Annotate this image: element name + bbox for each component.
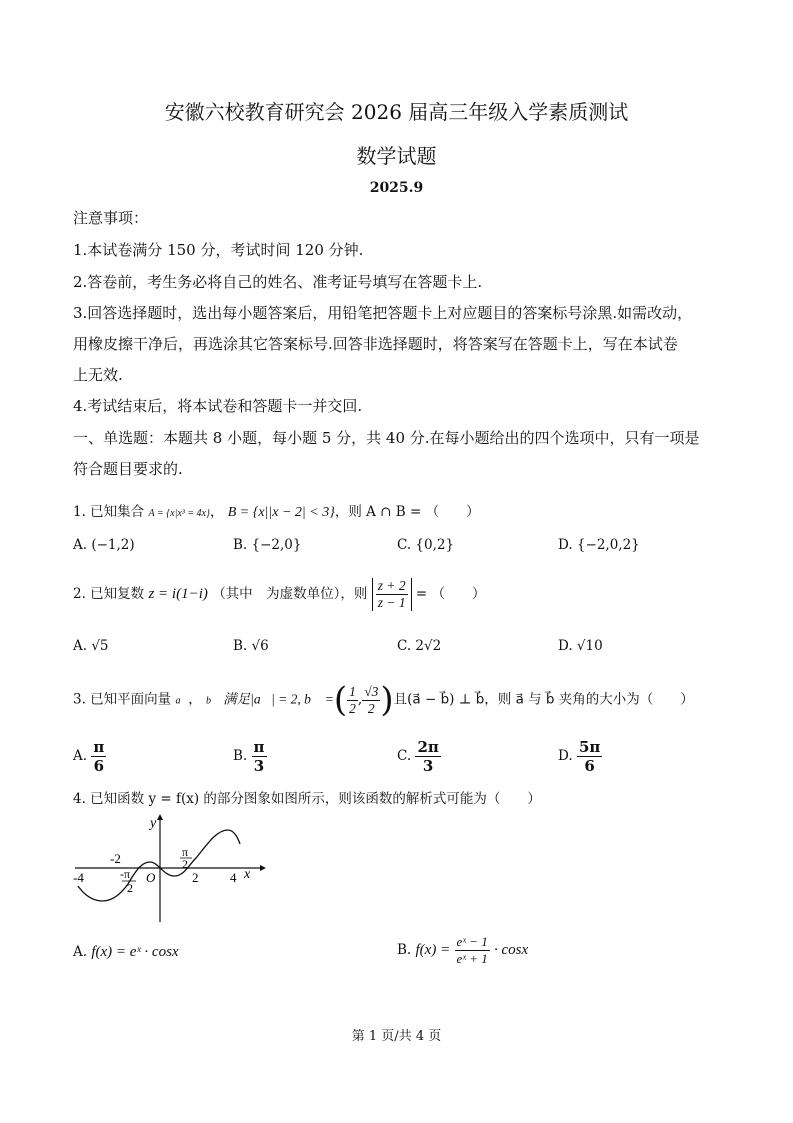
q3-frac2-num: √3 — [364, 683, 379, 699]
q2-suffix: = （ ） — [415, 586, 486, 602]
q3-cond2: 且(a⃗ − b⃗) ⊥ b⃗，则 a⃗ 与 b⃗ 夹角的大小为（ ） — [393, 691, 694, 708]
graph-tick-neg2: -2 — [110, 851, 121, 866]
notice-item-4: 4.考试结束后，将本试卷和答题卡一并交回. — [73, 397, 363, 415]
q3-option-b — [233, 738, 267, 775]
q4-option-b-den: eˣ + 1 — [456, 951, 488, 966]
q3-option-a-den: 6 — [91, 756, 106, 775]
q2-option-c: C. 2√2 — [397, 638, 442, 654]
q3-option-d — [558, 738, 602, 775]
q2-option-b: B. √6 — [233, 638, 269, 654]
q3-option-d-num: 5π — [578, 738, 601, 756]
q3-option-b-label: B. — [233, 748, 248, 764]
notice-item-3-line-2: 用橡皮擦干净后，再选涂其它答案标号.回答非选择题时，将答案写在答题卡上，写在本试卷 — [73, 335, 678, 353]
function-graph — [70, 812, 270, 924]
q2-option-d: D. √10 — [558, 638, 603, 654]
notice-item-3-line-3: 上无效. — [73, 366, 123, 384]
q3-option-a-label: A. — [73, 748, 88, 764]
q3-prefix: 3. 已知平面向量 — [73, 691, 172, 708]
graph-tick-neg-pi-half-num: -π — [120, 867, 131, 881]
q1-option-b: B. {−2,0} — [233, 537, 302, 553]
graph-tick-4: 4 — [230, 870, 237, 885]
q1-option-d: D. {−2,0,2} — [558, 537, 640, 553]
q3-cond1: 满足|a⃗| = 2, b⃗ = — [223, 691, 334, 707]
q3-option-d-label: D. — [558, 748, 573, 764]
q3-option-c-label: C. — [397, 748, 412, 764]
q2-abs-fraction — [372, 578, 412, 611]
q3-vec-b: b⃗ — [206, 695, 219, 707]
question-3-stem: 3. 已知平面向量 a⃗， b⃗ 满足|a⃗| = 2, b⃗ =( $\frac{1}{2}$ , $\frac{√3}{2}$ )且(a⃗ − b⃗) ⊥ b⃗，则 a⃗ 与 b⃗ 夹角的大小为（ ） — [73, 680, 694, 720]
q1-sep: ， — [209, 504, 224, 520]
question-1-stem — [73, 500, 480, 521]
q3-left-paren: ( — [333, 680, 348, 720]
q3-frac1-num: 1 — [349, 683, 356, 699]
q4-option-b — [397, 934, 528, 967]
graph-x-arrow-icon — [260, 865, 266, 871]
q4-option-a-label: A. — [73, 944, 88, 960]
q1-option-a: A. (−1,2) — [73, 537, 135, 553]
page-footer: 第 1 页/共 4 页 — [351, 1029, 442, 1044]
q3-option-c — [397, 738, 441, 775]
graph-y-label: y — [150, 816, 157, 831]
q4-option-b-label: B. — [397, 942, 412, 958]
notice-item-3-line-1: 3.回答选择题时，选出每小题答案后，用铅笔把答题卡上对应题目的答案标号涂黑.如需改动， — [73, 304, 693, 322]
q3-comma: ， — [188, 691, 202, 708]
q2-frac-num: z + 2 — [377, 578, 406, 593]
q2-prefix: 2. 已知复数 — [73, 586, 145, 602]
page-subtitle: 数学试题 — [356, 144, 437, 168]
q3-option-a — [73, 738, 106, 775]
q4-option-b-num: eˣ − 1 — [456, 934, 488, 949]
q3-right-paren: ) — [380, 680, 394, 720]
question-4-stem: 4. 已知函数 y = f(x) 的部分图象如图所示，则该函数的解析式可能为（ ） — [73, 791, 541, 807]
page-title: 安徽六校教育研究会 2026 届高三年级入学素质测试 — [164, 100, 629, 124]
q4-option-a — [73, 944, 179, 961]
exam-date: 2025.9 — [369, 180, 424, 196]
q3-option-a-num: π — [93, 738, 105, 756]
q1-set-a: A = {x|x³ = 4x} — [148, 508, 210, 519]
notice-heading: 注意事项： — [73, 209, 149, 227]
graph-tick-pi-half-num: π — [182, 845, 189, 859]
q3-option-b-den: 3 — [252, 756, 267, 775]
notice-item-1: 1.本试卷满分 150 分，考试时间 120 分钟. — [73, 241, 364, 259]
graph-tick-neg4: -4 — [73, 870, 84, 885]
graph-y-arrow-icon — [157, 814, 163, 820]
q3-frac2-den: 2 — [367, 700, 375, 716]
section-heading-line-2: 符合题目要求的. — [73, 460, 183, 478]
graph-origin-label: O — [146, 870, 156, 885]
graph-tick-2: 2 — [192, 870, 199, 885]
q1-set-b: B = {x||x − 2| < 3} — [227, 505, 335, 520]
q2-option-a: A. √5 — [73, 638, 109, 654]
q2-z: z = i(1−i) — [148, 586, 208, 602]
q3-option-b-num: π — [253, 738, 265, 756]
question-2-stem — [73, 578, 486, 611]
q4-option-b-lhs: f(x) = — [415, 942, 451, 958]
q2-mid: （其中 为虚数单位），则 — [212, 586, 368, 602]
graph-tick-neg-pi-half-den: 2 — [127, 881, 133, 895]
notice-item-2: 2.答卷前，考生务必将自己的姓名、准考证号填写在答题卡上. — [73, 273, 483, 291]
q1-suffix: ，则 A ∩ B = （ ） — [334, 504, 480, 520]
q3-option-c-num: 2π — [417, 738, 439, 756]
q4-option-b-rhs: · cosx — [494, 942, 529, 958]
graph-tick-pi-half-den: 2 — [182, 857, 188, 871]
q1-prefix: 1. 已知集合 — [73, 504, 145, 520]
q1-option-c: C. {0,2} — [397, 537, 455, 553]
q3-vec-a: a⃗ — [175, 695, 189, 707]
q4-option-a-expr: f(x) = eˣ · cosx — [91, 944, 179, 960]
q3-option-c-den: 3 — [415, 756, 440, 775]
section-heading-line-1: 一、单选题：本题共 8 小题，每小题 5 分，共 40 分.在每小题给出的四个选项中，只有一项是 — [73, 429, 700, 447]
graph-curve — [78, 830, 240, 901]
q2-frac-den: z − 1 — [377, 595, 406, 610]
q3-frac1-den: 2 — [349, 700, 356, 716]
q3-option-d-den: 6 — [577, 756, 602, 775]
graph-x-label: x — [244, 867, 251, 882]
